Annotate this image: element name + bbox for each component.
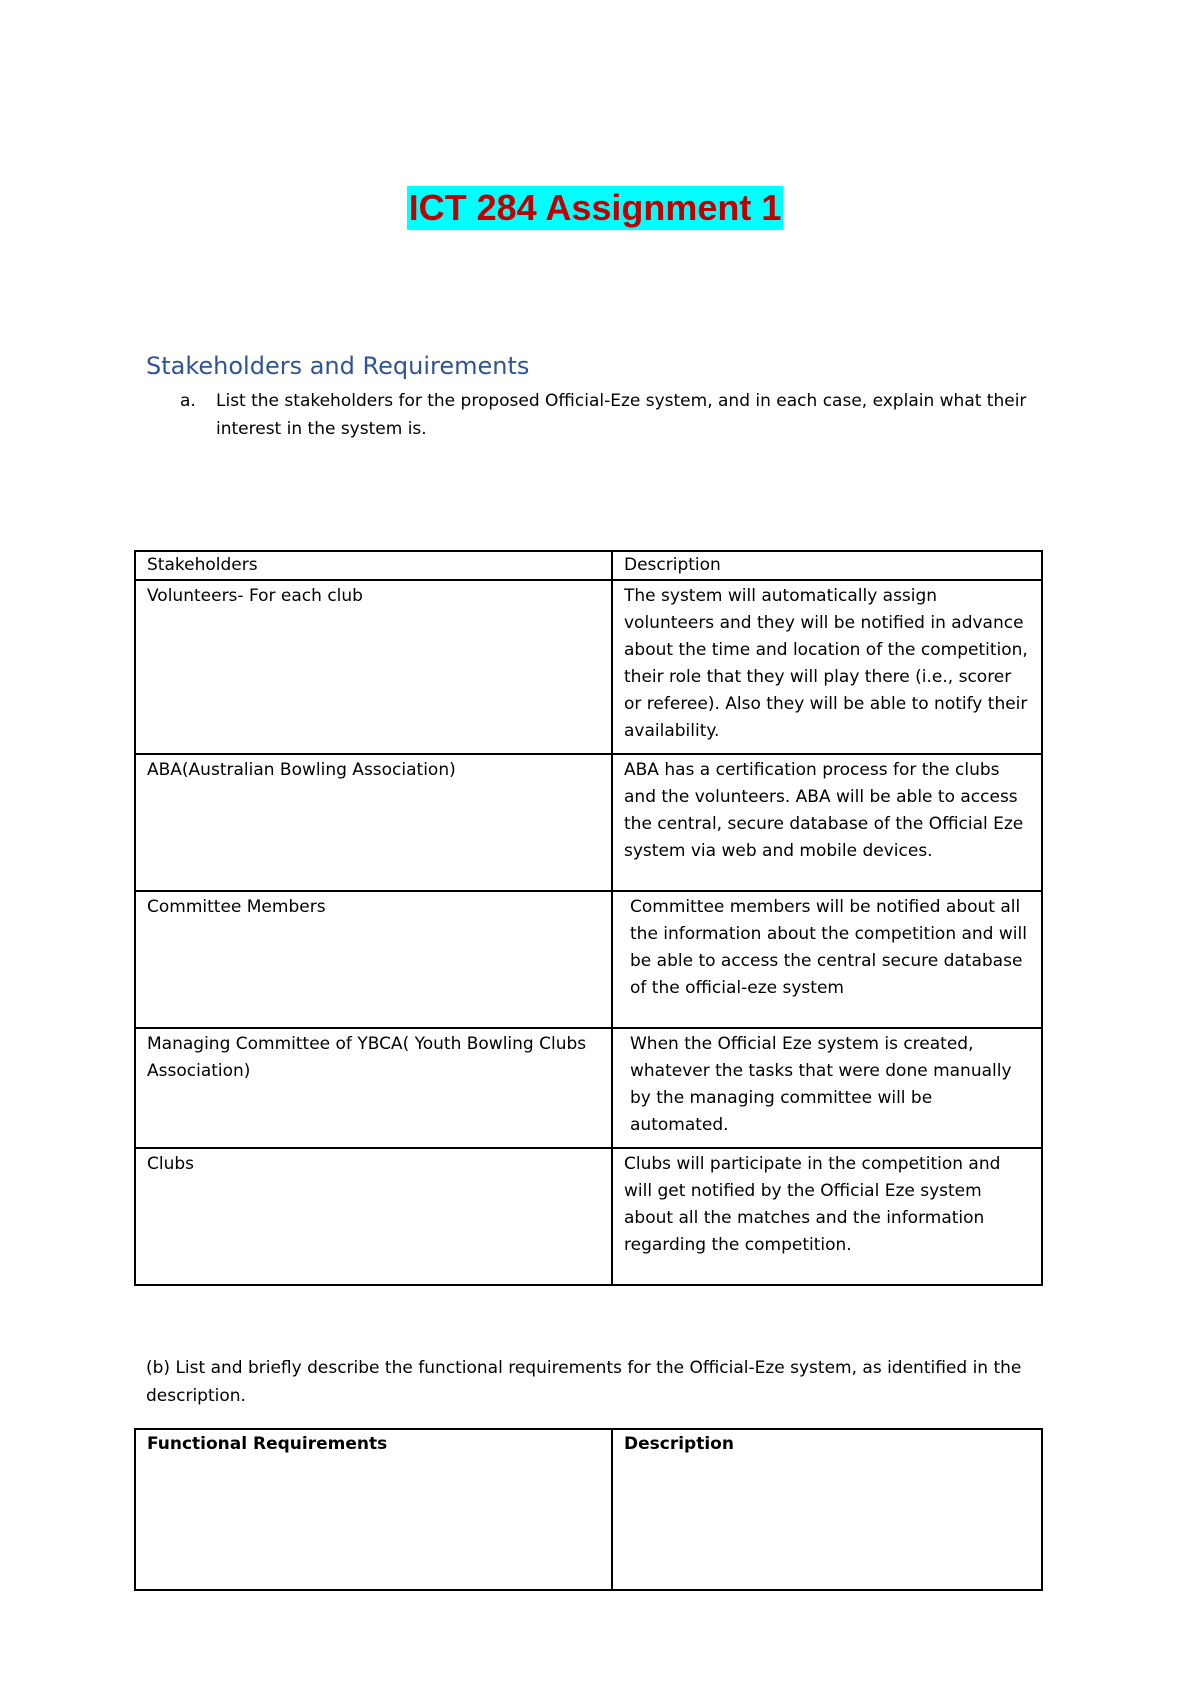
table-row (135, 754, 1042, 891)
table-row (135, 891, 1042, 1028)
description-cell: When the Official Eze system is created, whatever the tasks that were done manually by the managing committee will be automated. (612, 1028, 1042, 1148)
table-row (135, 1028, 1042, 1148)
question-b: (b) List and briefly describe the functional requirements for the Official-Eze system, as identified in the description. (146, 1358, 1022, 1406)
description-cell: Clubs will participate in the competition and will get notified by the Official Eze system about all the matches and the information regarding the competition. (612, 1148, 1042, 1285)
question-a-text: List the stakeholders for the proposed Official-Eze system, and in each case, explain what their interest in the system is. (216, 391, 1027, 439)
section-heading: Stakeholders and Requirements (146, 352, 530, 380)
description-cell: The system will automatically assign volunteers and they will be notified in advance about the time and location of the competition, their role that they will play there (i.e., scorer or referee). Also they will be able to notify their availability. (612, 580, 1042, 754)
header-functional-requirements: Functional Requirements (135, 1429, 612, 1590)
functional-requirements-table (134, 1428, 1043, 1591)
stakeholder-cell: Clubs (135, 1148, 612, 1285)
document-title: ICT 284 Assignment 1 (408, 187, 782, 228)
description-cell: ABA has a certification process for the clubs and the volunteers. ABA will be able to access the central, secure database of the Official Eze system via web and mobile devices. (612, 754, 1042, 891)
title-container (0, 186, 1190, 230)
question-a-letter: a. (180, 391, 196, 411)
table-row (135, 580, 1042, 754)
description-cell: Committee members will be notified about all the information about the competition and will be able to access the central secure database of the official-eze system (612, 891, 1042, 1028)
table-header-row (135, 1429, 1042, 1590)
stakeholder-cell: Committee Members (135, 891, 612, 1028)
header-description: Description (612, 1429, 1042, 1590)
table-row (135, 1148, 1042, 1285)
stakeholders-table (134, 550, 1043, 1286)
header-description: Description (612, 551, 1042, 580)
table-header-row (135, 551, 1042, 580)
stakeholder-cell: Managing Committee of YBCA( Youth Bowling Clubs Association) (135, 1028, 612, 1148)
header-stakeholders: Stakeholders (135, 551, 612, 580)
stakeholder-cell: ABA(Australian Bowling Association) (135, 754, 612, 891)
stakeholder-cell: Volunteers- For each club (135, 580, 612, 754)
question-a (180, 387, 1040, 443)
